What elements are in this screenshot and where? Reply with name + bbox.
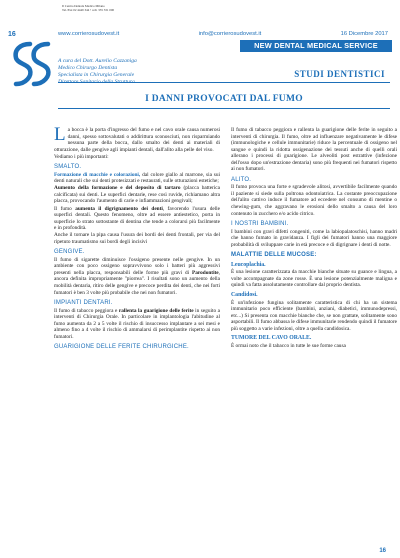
intro-text-2: Vediamo i più importanti: <box>54 153 109 160</box>
email-link[interactable]: info@corrierosudovest.it <box>198 31 262 37</box>
heading-smalto: SMALTO. <box>54 164 82 171</box>
subheading-tumore: TUMORE DEL CAVO ORALE. <box>231 335 312 342</box>
impianti-paragraph <box>54 308 220 341</box>
body-text: dal colore giallo al marrone, sia sui denti naturali che sui denti protesizzati e restaurati, sulle otturazioni estetiche; <box>54 171 220 185</box>
left-column <box>54 124 220 352</box>
clinic-logo <box>10 40 56 88</box>
body-text: (placca batterica calcificata) sui denti. Le superfici dentarie, rese così ruvide, richiamano altra placca, provocando l'aumento di carie e infiammazioni gengivali; <box>54 185 220 205</box>
body-text: in seguito a interventi di Chirurgia Orale. In particolare in implantologia l'abitudine al fumo aumenta da 2 a 5 volte il rischio di insuccesso implantare a sei mesi e almeno fino a 4 volte il rischio di ammalarsi di perimplantite rispetto ai non fumatori. <box>54 307 220 340</box>
drop-cap: L <box>54 124 66 145</box>
section-title: STUDI DENTISTICI <box>294 69 385 79</box>
gengive-paragraph <box>54 257 220 296</box>
contacts-block <box>62 4 114 12</box>
header-banner: NEW DENTAL MEDICAL SERVICE <box>240 40 392 52</box>
leucoplachia-paragraph: È una lesione caratterizzata da macchie bianche situate su guance e lingua, a volte accompagnate da zone rosse. È una lesione potenzialmente maligna e quindi va fatta assolutamente controllare dal proprio dentista. <box>231 269 397 289</box>
heading-alito: ALITO. <box>231 176 252 183</box>
subheading-leucoplachia: Leucoplachia. <box>231 261 266 268</box>
body-text: Il fumo di sigarette diminuisce l'ossigeno presente nelle gengive. In un ambiente con poco ossigeno sopravvivono solo i batteri più aggressivi presenti nella placca, responsabili delle forme più gravi di <box>54 256 220 276</box>
tumore-paragraph: È ormai noto che il tabacco in tutte le sue forme causa <box>231 342 346 349</box>
bold-text: rallenta la guarigione delle ferite <box>118 307 194 314</box>
bold-text: Formazione di macchie e colorazioni, <box>54 171 141 178</box>
divider <box>58 108 390 109</box>
heading-guarigione: GUARIGIONE DELLE FERITE CHIRURGICHE. <box>54 344 189 351</box>
article-title: I DANNI PROVOCATI DAL FUMO <box>145 94 303 104</box>
header-info-row <box>58 31 388 39</box>
bold-text: Aumento della formazione e del deposito di tartaro <box>54 185 181 192</box>
heading-malattie-mucose: MALATTIE DELLE MUCOSE: <box>231 252 317 259</box>
right-column <box>231 127 397 350</box>
body-text: Il fumo di tabacco peggiora e <box>54 307 119 314</box>
heading-impianti: IMPIANTI DENTARI. <box>54 300 113 307</box>
body-text: , ancora definita impropriamente "piorrea". I risultati sono un aumento della mobilità dentaria, ritiro delle gengive e precoce perdita dei denti, che nei forti fumatori è ben 3 volte più probabile che nei non fumatori. <box>54 269 220 296</box>
bambini-paragraph: I bambini con gravi difetti congeniti, come la labiopalatoschisi, hanno madri che hanno fumato in gravidanza. I figli dei fumatori hanno una maggiore probabilità di sviluppare carie in età precoce e di digrignare i denti di notte. <box>231 228 397 248</box>
body-text: Il fumo <box>54 205 76 212</box>
subheading-candidosi: Candidosi. <box>231 292 258 299</box>
intro-text: a bocca è la porta d'ingresso del fumo e nel cavo orale causa numerosi danni, spesso sottovalutati o addirittura sconosciuti, non risparmiando nessuna parte della bocca, dallo smalto dei denti ai materiali di otturazione, dalle gengive agli impianti dentali, dall'alito alla pelle del viso. <box>54 127 220 153</box>
bold-text: aumenta il digrignamento dei denti <box>75 205 163 212</box>
guarigione-paragraph: Il fumo di tabacco peggiora e rallenta la guarigione delle ferite in seguito a interventi di chirurgia. Il fumo, oltre ad influenzare negativamente le difese (immunologiche e cellule immunitarie) riduce la percentuale di ossigeno nel sangue e quindi la ridotta ossigenazione dei tessuti anche di quelli orali allerano i processi di guarigione. Le alveoliti post estrattive (infezione dell'osso dopo un'estrazione dentaria) sono più frequenti nei fumatori rispetto ai non fumatori. <box>231 127 397 173</box>
divider <box>58 82 390 83</box>
page-corner-number: 16 <box>379 548 386 554</box>
intro-paragraph <box>54 124 220 153</box>
website-link[interactable]: www.corrierosudovest.it <box>58 31 120 37</box>
heading-gengive: GENGIVE. <box>54 249 85 256</box>
author-line: Medico Chirurgo Dentista <box>58 65 118 71</box>
candidosi-paragraph: È un'infezione fungina solitamente caratteristica di chi ha un sistema immunitario poco efficiente (bambini, anziani, diabetici, immunodepressi, etc...) Si presenta con macchie bianche che, se non grattate, solitamente sono asportabili. Il fumo abbassa le difese immunitarie rendendo quindi il fumatore più soggetto a varie infezioni, oltre a quella candidosica. <box>231 299 397 332</box>
heading-bambini: I NOSTRI BAMBINI. <box>231 221 289 228</box>
issue-date: 16 Dicembre 2017 <box>340 31 388 37</box>
page-number: 16 <box>8 31 16 38</box>
contacts-line-1: Il Centro Dentale Medico Milano <box>62 4 105 8</box>
body-text: , favorendo l'usura delle superfici dentali. Questo fenomeno, oltre ad essere antiestetico, porta in superficie lo strato sottostante di dentina che tende a colorarsi più facilmente e in profondità. <box>54 205 220 232</box>
author-line: A cura del Dott. Aurelio Cazzaniga <box>58 58 137 64</box>
author-line: Specialista in Chirurgia Generale <box>58 72 135 78</box>
smalto-paragraph-4: Anche il tornare la pipa causa l'usura dei bordi dei denti frontali, per via del ripetuto traumatismo sui bordi degli incisivi <box>54 232 220 245</box>
bold-text: Parodontite <box>191 269 219 276</box>
smalto-paragraph-1 <box>54 172 220 185</box>
contacts-line-2: Tel./Fax 02 4449 344 • cell. 335 331 000 <box>62 8 115 12</box>
alito-paragraph: Il fumo provoca una forte e sgradevole alitosi, avvertibile facilmente quando il paziente si siede sulla poltrona odontoiatrica. La costante preoccupazione dell'alito cattivo induce il fumatore ad eccedere nel consumo di mentine o chewing-gum, che aggravano le erosioni dello smalto a causa del loro contenuto in zucchero e/o acido citrico. <box>231 184 397 217</box>
smalto-paragraph-2 <box>54 185 220 205</box>
smalto-paragraph-3 <box>54 206 220 232</box>
